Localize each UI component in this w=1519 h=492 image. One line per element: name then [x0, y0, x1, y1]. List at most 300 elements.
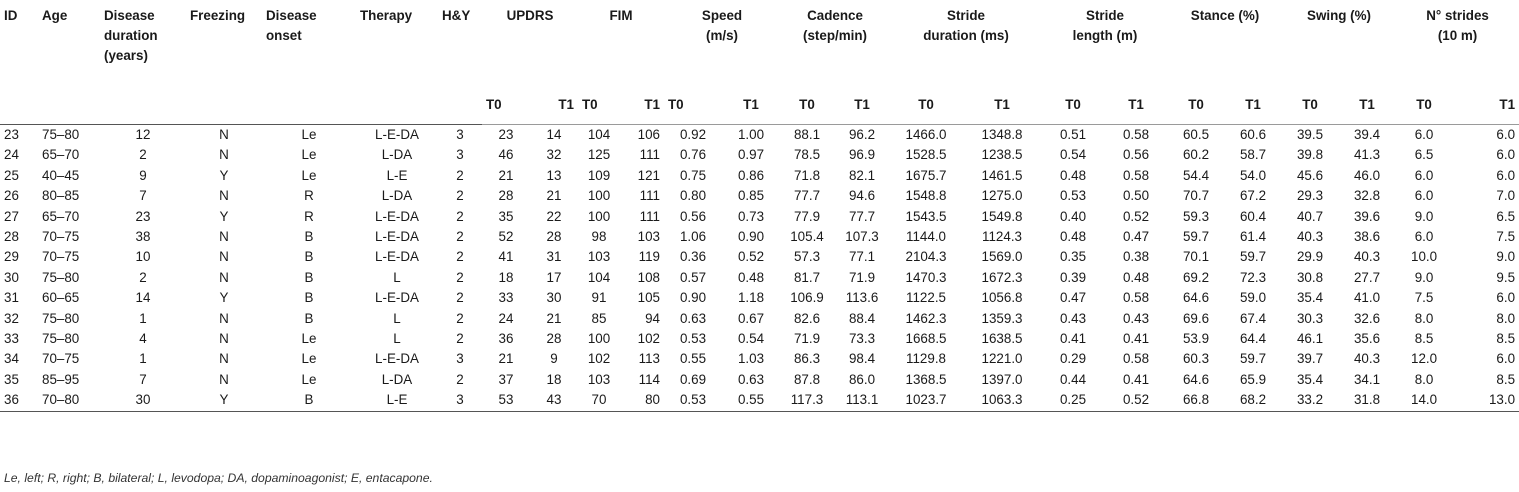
- table-cell: 35.6: [1353, 331, 1381, 347]
- col-header-n-strides: N° strides (10 m): [1426, 8, 1489, 43]
- table-cell: 6.0: [1396, 125, 1452, 146]
- table-cell: 25: [4, 167, 19, 183]
- table-cell: 0.41: [1122, 371, 1150, 387]
- table-cell: 0.58: [1122, 290, 1150, 306]
- table-cell: 13: [546, 167, 562, 183]
- table-cell: 7.5: [1414, 290, 1434, 306]
- table-cell: 71.8: [793, 167, 821, 183]
- table-cell: 8.0: [1414, 371, 1434, 387]
- table-cell: 68.2: [1224, 390, 1282, 411]
- table-cell: 1023.7: [890, 390, 962, 411]
- col-header-updrs: UPDRS: [506, 8, 554, 23]
- table-cell: 0.58: [1104, 125, 1168, 146]
- table-cell: N: [219, 351, 229, 367]
- table-cell: 0.63: [737, 371, 765, 387]
- table-cell: 0.67: [737, 310, 765, 326]
- table-cell: 1348.8: [962, 125, 1042, 146]
- table-cell: 32: [4, 310, 19, 326]
- table-cell: 0.51: [1042, 125, 1104, 146]
- subheader-t0: T0: [1042, 86, 1104, 125]
- table-cell: 1122.5: [906, 290, 946, 306]
- table-cell: 75–80: [42, 310, 80, 326]
- table-cell: 23: [482, 125, 530, 146]
- table-cell: 41: [498, 249, 514, 265]
- table-cell: 23: [0, 125, 38, 146]
- table-cell: 1.00: [722, 125, 780, 146]
- subheader-t1: T1: [620, 86, 664, 125]
- table-cell: 111: [639, 188, 660, 204]
- table-cell: 1: [139, 351, 147, 367]
- table-cell: 86.3: [793, 351, 821, 367]
- table-cell: 80: [620, 390, 664, 411]
- table-cell: 1668.5: [905, 331, 947, 347]
- table-cell: 1672.3: [981, 269, 1023, 285]
- table-cell: Y: [219, 290, 229, 306]
- table-cell: Le: [301, 351, 317, 367]
- table-cell: 29: [4, 249, 19, 265]
- table-cell: 0.48: [737, 269, 765, 285]
- table-cell: 0.86: [737, 167, 765, 183]
- table-cell: 0.53: [679, 331, 707, 347]
- table-cell: 57.3: [793, 249, 821, 265]
- table-cell: 0.75: [679, 167, 707, 183]
- table-cell: 35: [498, 208, 514, 224]
- table-cell: 60.4: [1239, 208, 1267, 224]
- table-cell: 2: [456, 290, 464, 306]
- table-cell: 103: [587, 371, 611, 387]
- table-row: [0, 309, 1519, 329]
- table-cell: 78.5: [793, 147, 821, 163]
- table-cell: 60–65: [42, 290, 80, 306]
- table-cell: 108: [637, 269, 660, 285]
- table-cell: 0.73: [737, 208, 765, 224]
- table-cell: 2: [139, 147, 147, 163]
- table-cell: 40.3: [1296, 229, 1324, 245]
- table-cell: Le: [262, 125, 356, 146]
- table-cell: 2: [139, 269, 147, 285]
- table-cell: 70.7: [1182, 188, 1210, 204]
- table-cell: R: [304, 188, 314, 204]
- table-cell: 1221.0: [981, 351, 1023, 367]
- table-cell: 67.4: [1239, 310, 1267, 326]
- subheader-t1: T1: [1224, 86, 1282, 125]
- table-cell: 0.41: [1122, 331, 1150, 347]
- table-cell: 33: [4, 331, 19, 347]
- table-cell: 14: [135, 290, 151, 306]
- table-cell: 9: [139, 167, 147, 183]
- table-cell: 1275.0: [981, 188, 1023, 204]
- table-cell: L-E-DA: [375, 290, 419, 306]
- table-cell: 96.9: [848, 147, 876, 163]
- table-cell: 41.3: [1353, 147, 1381, 163]
- table-cell: 8.0: [1496, 310, 1516, 326]
- table-cell: 65.9: [1239, 371, 1267, 387]
- table-cell: 7: [139, 371, 147, 387]
- table-cell: 59.7: [1239, 351, 1267, 367]
- table-cell: 100: [587, 208, 611, 224]
- table-cell: 77.9: [793, 208, 821, 224]
- table-cell: 2: [456, 208, 464, 224]
- table-cell: 9.0: [1414, 208, 1434, 224]
- table-cell: N: [219, 188, 229, 204]
- table-cell: 41.0: [1353, 290, 1381, 306]
- col-header-id: ID: [4, 8, 18, 23]
- table-cell: 1675.7: [905, 167, 947, 183]
- table-cell: 0.90: [737, 229, 765, 245]
- table-cell: B: [304, 290, 314, 306]
- table-cell: 85: [591, 310, 607, 326]
- table-cell: 4: [139, 331, 147, 347]
- table-cell: 1470.3: [905, 269, 947, 285]
- table-cell: 2: [456, 269, 464, 285]
- table-cell: 82.1: [848, 167, 876, 183]
- table-cell: 60.6: [1224, 125, 1282, 146]
- table-cell: 9.5: [1496, 269, 1516, 285]
- table-cell: R: [304, 208, 314, 224]
- table-cell: 70: [578, 390, 620, 411]
- table-cell: 65–70: [42, 147, 80, 163]
- table-cell: 70–75: [42, 249, 80, 265]
- table-cell: 3: [456, 351, 464, 367]
- table-cell: 35.4: [1296, 290, 1324, 306]
- table-cell: 6.0: [1452, 125, 1519, 146]
- col-header-cadence: Cadence (step/min): [803, 8, 867, 43]
- table-cell: 105: [637, 290, 660, 306]
- table-cell: 0.85: [737, 188, 765, 204]
- table-cell: 64.6: [1182, 290, 1210, 306]
- table-cell: 0.29: [1059, 351, 1087, 367]
- table-cell: Y: [219, 208, 229, 224]
- table-cell: 21: [546, 310, 562, 326]
- table-cell: L-E: [386, 167, 408, 183]
- table-cell: 0.57: [679, 269, 707, 285]
- table-cell: 26: [4, 188, 19, 204]
- table-cell: 77.7: [848, 208, 876, 224]
- table-cell: 65–70: [42, 208, 80, 224]
- table-cell: 119: [638, 249, 660, 265]
- table-row: [0, 390, 1519, 411]
- table-cell: 2104.3: [905, 249, 947, 265]
- subheader-t1: T1: [722, 86, 780, 125]
- table-cell: 67.2: [1239, 188, 1267, 204]
- table-cell: 81.7: [793, 269, 821, 285]
- table-cell: 102: [637, 331, 660, 347]
- table-cell: 1129.8: [906, 351, 946, 367]
- table-cell: 28: [4, 229, 19, 245]
- table-cell: 85–95: [42, 371, 80, 387]
- table-cell: 1462.3: [905, 310, 947, 326]
- subheader-t0: T0: [1396, 86, 1452, 125]
- table-cell: 1528.5: [905, 147, 947, 163]
- table-cell: 3: [456, 147, 464, 163]
- table-cell: 0.80: [679, 188, 707, 204]
- subheader-t1: T1: [1338, 86, 1396, 125]
- table-row: [0, 207, 1519, 227]
- table-cell: 39.4: [1338, 125, 1396, 146]
- table-cell: 53: [482, 390, 530, 411]
- table-cell: 59.0: [1239, 290, 1267, 306]
- table-cell: 0.47: [1122, 229, 1150, 245]
- table-cell: 9.0: [1414, 269, 1434, 285]
- table-row: [0, 349, 1519, 369]
- table-cell: 98.4: [848, 351, 876, 367]
- table-cell: 40.3: [1353, 249, 1381, 265]
- col-header-stance: Stance (%): [1190, 8, 1260, 23]
- subheader-row: [0, 86, 1519, 125]
- table-cell: 86.0: [848, 371, 876, 387]
- table-cell: 31: [546, 249, 562, 265]
- table-cell: 0.47: [1059, 290, 1087, 306]
- table-cell: 1638.5: [981, 331, 1023, 347]
- table-cell: 28: [546, 229, 562, 245]
- table-cell: L-E: [356, 390, 438, 411]
- table-cell: 0.36: [679, 249, 707, 265]
- table-cell: 28: [546, 331, 562, 347]
- table-cell: 6.0: [1496, 147, 1516, 163]
- table-cell: 38: [135, 229, 151, 245]
- table-row: [0, 247, 1519, 267]
- table-cell: Le: [301, 167, 317, 183]
- table-cell: 94: [645, 310, 660, 326]
- table-cell: 70–75: [42, 229, 80, 245]
- table-cell: N: [219, 147, 229, 163]
- table-cell: 0.48: [1059, 229, 1087, 245]
- table-cell: 2: [456, 249, 464, 265]
- table-cell: 0.63: [679, 310, 707, 326]
- table-cell: 73.3: [848, 331, 876, 347]
- table-cell: 0.76: [679, 147, 707, 163]
- table-cell: 125: [587, 147, 611, 163]
- table-cell: 1368.5: [905, 371, 947, 387]
- table-cell: 71.9: [848, 269, 876, 285]
- subheader-t1: T1: [834, 86, 890, 125]
- table-cell: 0.35: [1059, 249, 1087, 265]
- table-cell: 39.8: [1296, 147, 1324, 163]
- table-cell: 30: [100, 390, 186, 411]
- table-cell: 0.52: [1122, 208, 1150, 224]
- table-cell: 35.4: [1296, 371, 1324, 387]
- table-cell: 82.6: [793, 310, 821, 326]
- table-cell: 52: [498, 229, 514, 245]
- table-cell: 70–75: [42, 351, 80, 367]
- table-row: [0, 288, 1519, 308]
- table-cell: 2: [456, 188, 464, 204]
- table-cell: 0.38: [1122, 249, 1150, 265]
- table-cell: 87.8: [793, 371, 821, 387]
- table-cell: 39.5: [1282, 125, 1338, 146]
- table-cell: 30: [546, 290, 562, 306]
- table-cell: L-E-DA: [375, 229, 419, 245]
- table-cell: L-DA: [381, 188, 413, 204]
- table-cell: 3: [438, 125, 482, 146]
- table-cell: 0.58: [1122, 351, 1150, 367]
- table-cell: 106: [620, 125, 664, 146]
- table-cell: 107.3: [845, 229, 879, 245]
- patient-data-table: [0, 6, 1519, 412]
- table-cell: 1.18: [737, 290, 765, 306]
- table-cell: 31.8: [1338, 390, 1396, 411]
- table-cell: 32.6: [1353, 310, 1381, 326]
- col-header-disease-duration: Disease duration (years): [104, 8, 158, 63]
- table-row: [0, 125, 1519, 146]
- table-cell: 9.0: [1496, 249, 1516, 265]
- table-row: [0, 145, 1519, 165]
- table-cell: 114: [638, 371, 660, 387]
- table-cell: 45.6: [1296, 167, 1324, 183]
- table-cell: 0.58: [1122, 167, 1150, 183]
- table-cell: N: [219, 249, 229, 265]
- table-cell: 30.8: [1296, 269, 1324, 285]
- table-cell: N: [219, 310, 229, 326]
- table-cell: 6.5: [1414, 147, 1434, 163]
- table-cell: 0.55: [722, 390, 780, 411]
- subheader-t1: T1: [962, 86, 1042, 125]
- table-cell: 105.4: [790, 229, 824, 245]
- table-cell: 0.25: [1042, 390, 1104, 411]
- table-cell: 14.0: [1396, 390, 1452, 411]
- table-cell: 36: [498, 331, 514, 347]
- table-cell: 8.0: [1414, 310, 1434, 326]
- table-cell: 70–80: [38, 390, 100, 411]
- table-cell: 88.1: [780, 125, 834, 146]
- table-cell: 6.0: [1496, 351, 1516, 367]
- table-cell: 91: [591, 290, 607, 306]
- subheader-t1: T1: [1452, 86, 1519, 125]
- table-cell: 111: [639, 208, 660, 224]
- table-cell: L-E-DA: [375, 249, 419, 265]
- col-header-stride-length: Stride length (m): [1072, 8, 1138, 43]
- table-cell: B: [262, 390, 356, 411]
- table-cell: 0.44: [1059, 371, 1087, 387]
- table-cell: 3: [438, 390, 482, 411]
- table-cell: 6.0: [1496, 167, 1516, 183]
- col-header-disease-onset: Disease onset: [266, 8, 317, 43]
- table-cell: 1124.3: [982, 229, 1022, 245]
- table-row: [0, 329, 1519, 349]
- table-cell: 10: [135, 249, 151, 265]
- table-cell: 0.97: [737, 147, 765, 163]
- table-cell: 1.06: [679, 229, 707, 245]
- table-cell: 94.6: [848, 188, 876, 204]
- table-cell: 64.4: [1239, 331, 1267, 347]
- table-cell: L: [393, 269, 401, 285]
- table-cell: 8.5: [1414, 331, 1434, 347]
- table-cell: L: [393, 310, 401, 326]
- table-cell: 0.54: [737, 331, 765, 347]
- table-cell: 0.41: [1059, 331, 1087, 347]
- col-header-fim: FIM: [609, 8, 633, 23]
- table-cell: 0.50: [1122, 188, 1150, 204]
- table-cell: 6.0: [1414, 188, 1434, 204]
- col-header-age: Age: [42, 8, 68, 23]
- table-cell: 75–80: [38, 125, 100, 146]
- subheader-t0: T0: [1168, 86, 1224, 125]
- table-cell: N: [219, 371, 229, 387]
- table-cell: 60.3: [1182, 351, 1210, 367]
- table-cell: 37: [498, 371, 514, 387]
- table-cell: 31: [4, 290, 19, 306]
- table-cell: 0.90: [679, 290, 707, 306]
- table-cell: 46: [498, 147, 514, 163]
- table-cell: 66.8: [1168, 390, 1224, 411]
- table-cell: 80–85: [42, 188, 80, 204]
- table-cell: 8.5: [1496, 371, 1516, 387]
- table-cell: 24: [498, 310, 514, 326]
- table-cell: 0.40: [1059, 208, 1087, 224]
- table-footnote: Le, left; R, right; B, bilateral; L, levodopa; DA, dopaminoagonist; E, entacapone.: [4, 471, 433, 485]
- table-cell: 96.2: [834, 125, 890, 146]
- table-cell: 59.7: [1239, 249, 1267, 265]
- table-cell: 6.0: [1496, 290, 1516, 306]
- table-cell: 21: [498, 167, 514, 183]
- table-cell: 2: [456, 310, 464, 326]
- table-cell: 70.1: [1182, 249, 1210, 265]
- table-cell: 54.4: [1182, 167, 1210, 183]
- table-cell: 0.39: [1059, 269, 1087, 285]
- table-cell: 6.5: [1496, 208, 1516, 224]
- table-cell: 8.5: [1496, 331, 1516, 347]
- table-cell: 59.7: [1182, 229, 1210, 245]
- table-cell: 0.53: [664, 390, 722, 411]
- table-cell: 33.2: [1282, 390, 1338, 411]
- table-cell: 21: [546, 188, 562, 204]
- table-cell: 2: [456, 229, 464, 245]
- table-cell: 75–80: [42, 269, 80, 285]
- table-cell: 0.43: [1122, 310, 1150, 326]
- table-cell: 104: [578, 125, 620, 146]
- table-cell: 60.5: [1168, 125, 1224, 146]
- table-row: [0, 186, 1519, 206]
- table-cell: 117.3: [780, 390, 834, 411]
- subheader-t0: T0: [890, 86, 962, 125]
- table-cell: 36: [0, 390, 38, 411]
- table-cell: 121: [637, 167, 660, 183]
- table-cell: 6.0: [1414, 167, 1434, 183]
- table-cell: L-E-DA: [375, 351, 419, 367]
- subheader-t0: T0: [780, 86, 834, 125]
- table-cell: 39.6: [1353, 208, 1381, 224]
- table-cell: 69.6: [1182, 310, 1210, 326]
- table-row: [0, 227, 1519, 247]
- table-cell: 0.52: [737, 249, 765, 265]
- table-cell: 102: [587, 351, 611, 367]
- table-cell: 0.43: [1059, 310, 1087, 326]
- table-cell: 40.7: [1296, 208, 1324, 224]
- table-cell: 104: [587, 269, 611, 285]
- table-cell: 58.7: [1239, 147, 1267, 163]
- table-cell: 7.0: [1496, 188, 1516, 204]
- table-cell: 13.0: [1452, 390, 1519, 411]
- table-cell: 40.3: [1353, 351, 1381, 367]
- table-cell: 1: [139, 310, 147, 326]
- table-cell: 40–45: [42, 167, 80, 183]
- col-header-swing: Swing (%): [1307, 8, 1372, 23]
- table-cell: 1063.3: [962, 390, 1042, 411]
- table-cell: L-DA: [381, 371, 413, 387]
- subheader-t0: T0: [664, 86, 722, 125]
- subheader-t0: T0: [482, 86, 530, 125]
- table-cell: L-E-DA: [375, 208, 419, 224]
- col-header-speed: Speed (m/s): [701, 8, 743, 43]
- table-cell: 23: [135, 208, 151, 224]
- table-cell: 34.1: [1353, 371, 1381, 387]
- table-cell: 60.2: [1182, 147, 1210, 163]
- col-header-stride-duration: Stride duration (ms): [923, 8, 1009, 43]
- table-cell: 100: [587, 331, 611, 347]
- table-cell: N: [219, 229, 229, 245]
- table-cell: 18: [498, 269, 514, 285]
- table-cell: B: [304, 310, 314, 326]
